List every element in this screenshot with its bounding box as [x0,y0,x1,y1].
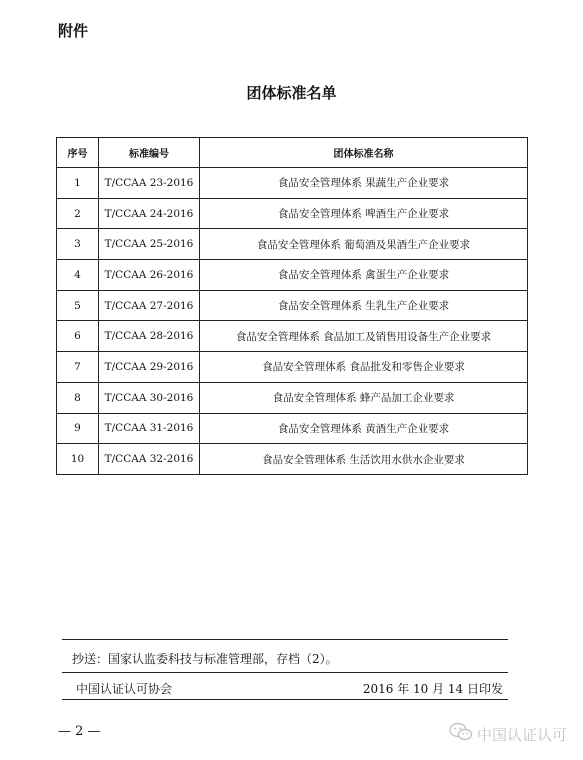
cell-code: T/CCAA 30-2016 [99,382,200,413]
watermark-text: 中国认证认可 [476,725,567,744]
cell-code: T/CCAA 27-2016 [99,290,200,321]
standards-table [56,137,528,475]
header-no: 序号 [57,138,99,168]
cell-no: 2 [57,198,99,229]
cell-no: 1 [57,168,99,199]
table-row [57,198,528,229]
watermark [449,722,567,746]
cc-line: 抄送：国家认监委科技与标准管理部，存档（2）。 [72,652,338,666]
cell-no: 7 [57,352,99,383]
table-row [57,444,528,475]
cell-no: 4 [57,260,99,291]
cell-name: 食品安全管理体系 生乳生产企业要求 [200,290,528,321]
cell-name: 食品安全管理体系 禽蛋生产企业要求 [200,260,528,291]
table-row [57,321,528,352]
cell-code: T/CCAA 31-2016 [99,413,200,444]
table-row [57,352,528,383]
table-row [57,260,528,291]
cell-code: T/CCAA 24-2016 [99,198,200,229]
cell-code: T/CCAA 23-2016 [99,168,200,199]
table-row [57,413,528,444]
cell-no: 8 [57,382,99,413]
cell-code: T/CCAA 29-2016 [99,352,200,383]
table-row [57,382,528,413]
footer-rule-bottom [62,699,508,700]
cell-name: 食品安全管理体系 葡萄酒及果酒生产企业要求 [200,229,528,260]
cell-name: 食品安全管理体系 食品加工及销售用设备生产企业要求 [200,321,528,352]
table-row [57,290,528,321]
cell-code: T/CCAA 25-2016 [99,229,200,260]
page-title: 团体标准名单 [246,84,337,102]
table-row [57,168,528,199]
cell-no: 6 [57,321,99,352]
header-code: 标准编号 [99,138,200,168]
cell-no: 5 [57,290,99,321]
table-row [57,229,528,260]
cell-name: 食品安全管理体系 食品批发和零售企业要求 [200,352,528,383]
cell-name: 食品安全管理体系 果蔬生产企业要求 [200,168,528,199]
cell-name: 食品安全管理体系 啤酒生产企业要求 [200,198,528,229]
cell-no: 10 [57,444,99,475]
footer-rule-top [62,639,508,640]
cell-code: T/CCAA 32-2016 [99,444,200,475]
cell-code: T/CCAA 28-2016 [99,321,200,352]
cell-name: 食品安全管理体系 黄酒生产企业要求 [200,413,528,444]
wechat-icon [449,722,477,746]
header-name: 团体标准名称 [200,138,528,168]
issue-date: 2016 年 10 月 14 日印发 [362,682,503,696]
table-header-row [57,138,528,168]
issuer-name: 中国认证认可协会 [76,682,173,696]
attachment-label: 附件 [58,22,89,40]
footer-rule-middle [62,672,508,673]
cell-name: 食品安全管理体系 生活饮用水供水企业要求 [200,444,528,475]
cell-name: 食品安全管理体系 蜂产品加工企业要求 [200,382,528,413]
cell-code: T/CCAA 26-2016 [99,260,200,291]
page-number: — 2 — [58,724,101,739]
cell-no: 9 [57,413,99,444]
cell-no: 3 [57,229,99,260]
